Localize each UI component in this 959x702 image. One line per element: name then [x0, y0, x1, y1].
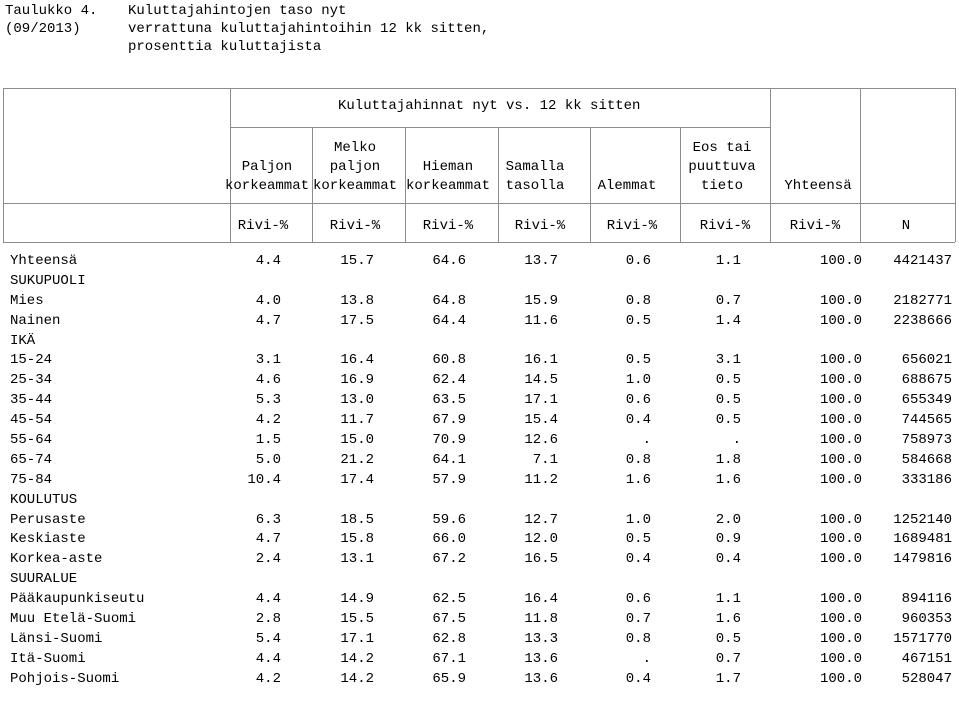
- table-cell: 4.4: [255, 591, 281, 608]
- table-cell: 100.0: [819, 312, 862, 329]
- table-cell: 65.9: [432, 670, 466, 687]
- table-cell: 70.9: [432, 432, 466, 449]
- table-cell: 13.1: [340, 551, 374, 568]
- table-title-line-3: prosenttia kuluttajista: [128, 39, 322, 55]
- table-cell: 16.4: [340, 352, 374, 369]
- table-row: [0, 451, 959, 471]
- table-cell-n: 1689481: [893, 531, 952, 548]
- table-cell: 4.0: [255, 292, 281, 309]
- row-label: Mies: [10, 292, 44, 309]
- table-cell-n: 4421437: [893, 253, 952, 269]
- table-cell: 62.8: [432, 630, 466, 647]
- table-cell: 4.6: [255, 372, 281, 389]
- table-cell: .: [642, 650, 651, 667]
- table-cell: 67.9: [432, 412, 466, 429]
- table-cell: 14.2: [340, 670, 374, 687]
- table-row: [0, 630, 959, 650]
- table-cell-n: 1571770: [893, 630, 952, 647]
- row-label: Keskiaste: [10, 531, 86, 548]
- table-cell: 100.0: [819, 551, 862, 568]
- column-header-eos-tai-puuttuva-tieto: [672, 130, 772, 196]
- column-unit: Rivi-%: [699, 218, 751, 234]
- table-cell: 1.8: [715, 451, 741, 468]
- table-cell-n: 688675: [901, 372, 952, 389]
- table-cell: 67.5: [432, 611, 466, 628]
- table-cell: 0.6: [625, 253, 651, 269]
- spanning-header: Kuluttajahinnat nyt vs. 12 kk sitten: [338, 98, 641, 114]
- column-header-line: Eos tai: [692, 140, 752, 156]
- table-cell-n: 528047: [901, 670, 952, 687]
- table-cell: 57.9: [432, 471, 466, 488]
- table-rule: [3, 242, 955, 243]
- table-cell: 0.4: [625, 551, 651, 568]
- table-cell-n: 2238666: [893, 312, 952, 329]
- column-header-line: tieto: [700, 178, 743, 194]
- table-cell: 100.0: [819, 451, 862, 468]
- table-cell: 16.5: [524, 551, 558, 568]
- table-row: [0, 650, 959, 670]
- row-label: Itä-Suomi: [10, 650, 86, 667]
- table-cell: 0.5: [625, 531, 651, 548]
- table-cell: 62.4: [432, 372, 466, 389]
- table-cell: 1.4: [715, 312, 741, 329]
- table-cell: 0.7: [715, 292, 741, 309]
- table-cell: 13.0: [340, 392, 374, 409]
- table-cell: 16.1: [524, 352, 558, 369]
- column-header-samalla-tasolla: [485, 130, 585, 196]
- table-cell: 0.5: [715, 372, 741, 389]
- column-header-yhteensa: [768, 130, 868, 196]
- table-cell: 4.7: [255, 312, 281, 329]
- table-cell: 1.0: [625, 511, 651, 528]
- table-cell: 14.2: [340, 650, 374, 667]
- table-cell: 100.0: [819, 432, 862, 449]
- row-label: 75-84: [10, 471, 53, 488]
- column-unit-n: N: [901, 218, 911, 234]
- column-header-line: Paljon: [241, 159, 293, 175]
- table-cell: 16.9: [340, 372, 374, 389]
- table-cell: 0.5: [715, 412, 741, 429]
- column-header-line: tasolla: [505, 178, 565, 194]
- table-cell: .: [732, 432, 741, 449]
- table-cell: 1.6: [625, 471, 651, 488]
- table-cell: 4.2: [255, 670, 281, 687]
- table-cell: 100.0: [819, 352, 862, 369]
- row-label: 65-74: [10, 451, 53, 468]
- table-cell: 1.1: [715, 253, 741, 269]
- table-cell: 1.5: [255, 432, 281, 449]
- group-heading-row: [0, 272, 959, 292]
- table-cell: 0.4: [625, 412, 651, 429]
- table-cell: 0.7: [625, 611, 651, 628]
- table-cell-n: 2182771: [893, 292, 952, 309]
- table-cell: 1.6: [715, 471, 741, 488]
- table-cell: 14.5: [524, 372, 558, 389]
- table-cell: .: [642, 432, 651, 449]
- table-cell: 0.5: [625, 312, 651, 329]
- column-unit: Rivi-%: [514, 218, 566, 234]
- table-cell: 100.0: [819, 591, 862, 608]
- table-cell: 17.1: [524, 392, 558, 409]
- table-row: [0, 312, 959, 332]
- table-cell: 17.5: [340, 312, 374, 329]
- table-row: [0, 371, 959, 391]
- row-label: Muu Etelä-Suomi: [10, 611, 137, 628]
- table-cell: 13.7: [524, 253, 558, 269]
- table-cell: 4.2: [255, 412, 281, 429]
- table-number: Taulukko 4.: [5, 3, 98, 19]
- table-cell: 100.0: [819, 670, 862, 687]
- table-row: [0, 391, 959, 411]
- row-label: Pääkaupunkiseutu: [10, 591, 145, 608]
- table-row: [0, 590, 959, 610]
- table-cell: 100.0: [819, 292, 862, 309]
- group-heading-row: [0, 570, 959, 590]
- table-cell: 66.0: [432, 531, 466, 548]
- table-cell-n: 656021: [901, 352, 952, 369]
- table-cell: 62.5: [432, 591, 466, 608]
- column-unit: Rivi-%: [329, 218, 381, 234]
- table-cell: 2.8: [255, 611, 281, 628]
- table-cell-n: 960353: [901, 611, 952, 628]
- table-cell: 6.3: [255, 511, 281, 528]
- table-date: (09/2013): [5, 21, 81, 37]
- table-cell: 5.3: [255, 392, 281, 409]
- table-cell: 4.4: [255, 253, 281, 269]
- table-row: [0, 471, 959, 491]
- table-cell: 63.5: [432, 392, 466, 409]
- table-cell: 0.8: [625, 292, 651, 309]
- group-heading-row: [0, 332, 959, 352]
- group-heading: KOULUTUS: [10, 491, 78, 508]
- column-header-line: Melko: [333, 140, 376, 156]
- column-header-line: paljon: [329, 159, 381, 175]
- table-cell: 14.9: [340, 591, 374, 608]
- table-cell: 4.4: [255, 650, 281, 667]
- table-cell: 0.4: [715, 551, 741, 568]
- table-cell: 100.0: [819, 630, 862, 647]
- column-header-alemmat: [577, 130, 677, 196]
- row-label: Korkea-aste: [10, 551, 103, 568]
- table-cell: 100.0: [819, 372, 862, 389]
- table-cell: 13.6: [524, 650, 558, 667]
- table-cell: 100.0: [819, 611, 862, 628]
- table-cell: 2.4: [255, 551, 281, 568]
- column-header-hieman-korkeammat: [398, 130, 498, 196]
- table-cell: 12.6: [524, 432, 558, 449]
- table-cell: 15.5: [340, 611, 374, 628]
- table-cell: 1.0: [625, 372, 651, 389]
- table-cell: 12.7: [524, 511, 558, 528]
- table-row: [0, 351, 959, 371]
- table-cell: 13.6: [524, 670, 558, 687]
- table-body: [0, 252, 959, 690]
- table-cell-n: 744565: [901, 412, 952, 429]
- table-cell: 0.5: [715, 392, 741, 409]
- group-heading: SUKUPUOLI: [10, 272, 86, 289]
- table-row: [0, 550, 959, 570]
- table-cell: 13.8: [340, 292, 374, 309]
- row-label: Länsi-Suomi: [10, 630, 103, 647]
- column-header-line: Yhteensä: [784, 178, 852, 194]
- table-cell: 100.0: [819, 471, 862, 488]
- table-cell: 17.4: [340, 471, 374, 488]
- table-cell: 64.1: [432, 451, 466, 468]
- row-label: 35-44: [10, 392, 53, 409]
- table-cell: 18.5: [340, 511, 374, 528]
- column-unit: Rivi-%: [606, 218, 658, 234]
- column-header-line: korkeammat: [312, 178, 397, 194]
- column-header-line: korkeammat: [405, 178, 490, 194]
- table-cell: 1.6: [715, 611, 741, 628]
- table-cell: 3.1: [715, 352, 741, 369]
- group-heading: IKÄ: [10, 332, 36, 349]
- table-cell: 11.7: [340, 412, 374, 429]
- table-cell: 15.8: [340, 531, 374, 548]
- table-cell: 12.0: [524, 531, 558, 548]
- table-cell: 100.0: [819, 650, 862, 667]
- table-cell: 21.2: [340, 451, 374, 468]
- table-cell-n: 758973: [901, 432, 952, 449]
- table-cell: 0.8: [625, 630, 651, 647]
- table-cell-n: 584668: [901, 451, 952, 468]
- table-row: [0, 530, 959, 550]
- table-cell: 0.4: [625, 670, 651, 687]
- table-cell: 5.4: [255, 630, 281, 647]
- table-row: [0, 670, 959, 690]
- table-cell: 67.1: [432, 650, 466, 667]
- row-label: 25-34: [10, 372, 53, 389]
- table-cell: 7.1: [532, 451, 558, 468]
- table-cell: 100.0: [819, 253, 862, 269]
- table-cell: 0.8: [625, 451, 651, 468]
- table-cell: 0.7: [715, 650, 741, 667]
- table-cell-n: 333186: [901, 471, 952, 488]
- column-header-line: korkeammat: [224, 178, 309, 194]
- table-cell-n: 1252140: [893, 511, 952, 528]
- table-cell: 64.6: [432, 253, 466, 269]
- table-cell-n: 655349: [901, 392, 952, 409]
- row-label: 15-24: [10, 352, 53, 369]
- row-label: Yhteensä: [10, 253, 78, 269]
- column-header-line: Alemmat: [597, 178, 657, 194]
- table-row: [0, 252, 959, 272]
- column-unit: Rivi-%: [422, 218, 474, 234]
- table-rule: [3, 88, 4, 242]
- table-cell: 5.0: [255, 451, 281, 468]
- table-cell: 3.1: [255, 352, 281, 369]
- table-cell: 15.4: [524, 412, 558, 429]
- table-cell: 0.9: [715, 531, 741, 548]
- table-cell: 2.0: [715, 511, 741, 528]
- table-cell: 0.6: [625, 392, 651, 409]
- table-row: [0, 292, 959, 312]
- column-header-line: Hieman: [422, 159, 474, 175]
- table-cell: 15.0: [340, 432, 374, 449]
- row-label: Perusaste: [10, 511, 86, 528]
- table-rule: [230, 127, 770, 128]
- group-heading-row: [0, 491, 959, 511]
- table-cell: 11.6: [524, 312, 558, 329]
- row-label: Pohjois-Suomi: [10, 670, 120, 687]
- table-cell: 0.5: [715, 630, 741, 647]
- table-cell-n: 894116: [901, 591, 952, 608]
- table-cell: 15.9: [524, 292, 558, 309]
- column-unit: Rivi-%: [237, 218, 289, 234]
- table-cell: 67.2: [432, 551, 466, 568]
- table-cell: 4.7: [255, 531, 281, 548]
- table-rule: [3, 88, 955, 89]
- table-cell: 100.0: [819, 412, 862, 429]
- table-cell: 64.4: [432, 312, 466, 329]
- table-cell: 10.4: [247, 471, 281, 488]
- row-label: 55-64: [10, 432, 53, 449]
- table-cell: 13.3: [524, 630, 558, 647]
- table-cell: 64.8: [432, 292, 466, 309]
- table-row: [0, 431, 959, 451]
- group-heading: SUURALUE: [10, 571, 78, 588]
- table-cell: 15.7: [340, 253, 374, 269]
- table-cell: 16.4: [524, 591, 558, 608]
- table-row: [0, 511, 959, 531]
- table-title-line-1: Kuluttajahintojen taso nyt: [128, 3, 347, 19]
- table-cell: 11.2: [524, 471, 558, 488]
- table-cell: 60.8: [432, 352, 466, 369]
- column-unit: Rivi-%: [789, 218, 841, 234]
- table-cell: 0.5: [625, 352, 651, 369]
- row-label: Nainen: [10, 312, 61, 329]
- table-cell: 100.0: [819, 511, 862, 528]
- table-cell: 17.1: [340, 630, 374, 647]
- table-rule: [3, 203, 955, 204]
- table-title-line-2: verrattuna kuluttajahintoihin 12 kk sitten,: [128, 21, 490, 37]
- table-cell-n: 1479816: [893, 551, 952, 568]
- table-cell-n: 467151: [901, 650, 952, 667]
- column-header-paljon-korkeammat: [217, 130, 317, 196]
- column-header-melko-paljon-korkeammat: [305, 130, 405, 196]
- row-label: 45-54: [10, 412, 53, 429]
- column-header-line: Samalla: [505, 159, 565, 175]
- table-cell: 100.0: [819, 531, 862, 548]
- table-cell: 11.8: [524, 611, 558, 628]
- table-row: [0, 411, 959, 431]
- table-cell: 59.6: [432, 511, 466, 528]
- table-row: [0, 610, 959, 630]
- table-cell: 1.1: [715, 591, 741, 608]
- table-cell: 100.0: [819, 392, 862, 409]
- table-cell: 1.7: [715, 670, 741, 687]
- column-header-line: puuttuva: [688, 159, 756, 175]
- table-cell: 0.6: [625, 591, 651, 608]
